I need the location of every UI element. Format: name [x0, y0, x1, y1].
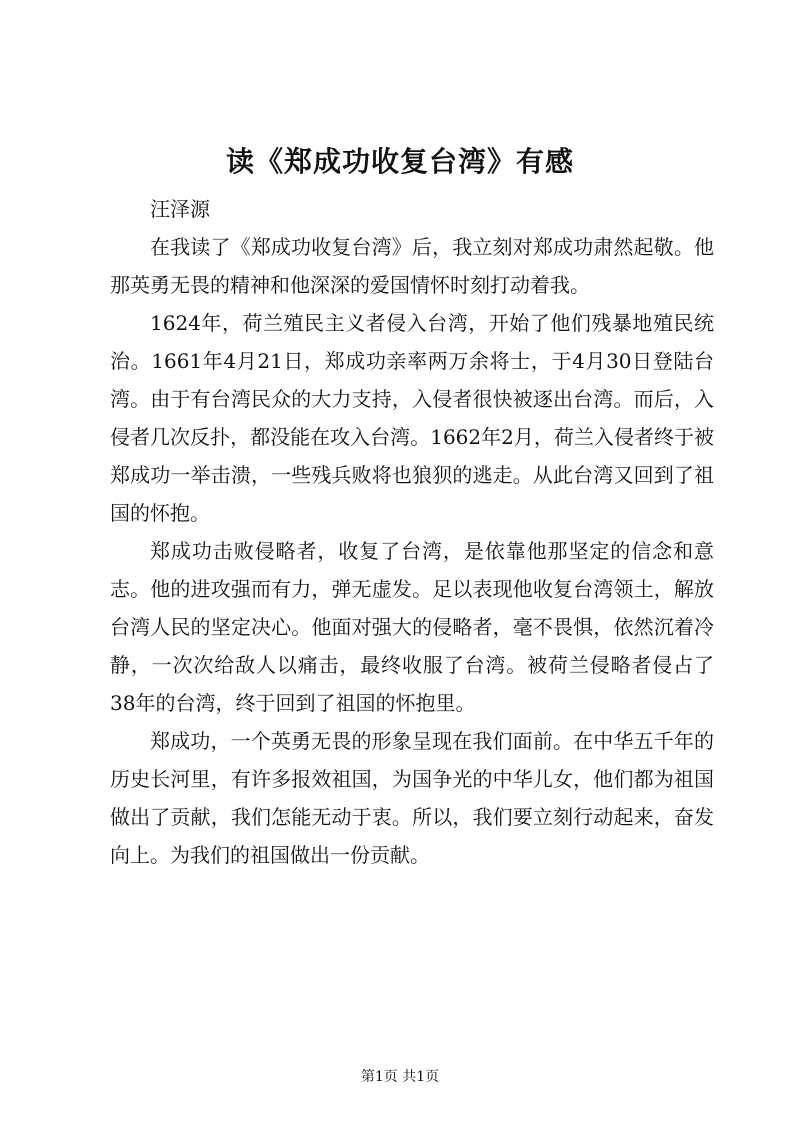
paragraph-4: 郑成功，一个英勇无畏的形象呈现在我们面前。在中华五千年的历史长河里，有许多报效祖国，为国争光的中华儿女，他们都为祖国做出了贡献，我们怎能无动于衷。所以，我们要立刻行动起来，奋发向上。为我们的祖国做出一份贡献。 [110, 729, 714, 867]
page-footer: 第1页 共1页 [360, 1069, 440, 1085]
paragraph-2: 1624年，荷兰殖民主义者侵入台湾，开始了他们残暴地殖民统治。1661年4月21日，郑成功亲率两万余将士，于4月30日登陆台湾。由于有台湾民众的大力支持，入侵者很快被逐出台湾。而后，入侵者几次反扑，都没能在攻入台湾。1662年2月，荷兰入侵者终于被郑成功一举击溃，一些残兵败将也狼狈的逃走。从此台湾又回到了祖国的怀抱。 [110, 311, 714, 525]
paragraph-1: 在我读了《郑成功收复台湾》后，我立刻对郑成功肃然起敬。他那英勇无畏的精神和他深深的爱国情怀时刻打动着我。 [110, 235, 714, 297]
paragraph-3: 郑成功击败侵略者，收复了台湾，是依靠他那坚定的信念和意志。他的进攻强而有力，弹无虚发。足以表现他收复台湾领土，解放台湾人民的坚定决心。他面对强大的侵略者，毫不畏惧，依然沉着冷静，一次次给敌人以痛击，最终收服了台湾。被荷兰侵略者侵占了38年的台湾，终于回到了祖国的怀抱里。 [110, 539, 714, 715]
document-body [110, 190, 714, 874]
document-title: 读《郑成功收复台湾》有感 [225, 145, 574, 178]
author-name: 汪泽源 [150, 197, 210, 221]
